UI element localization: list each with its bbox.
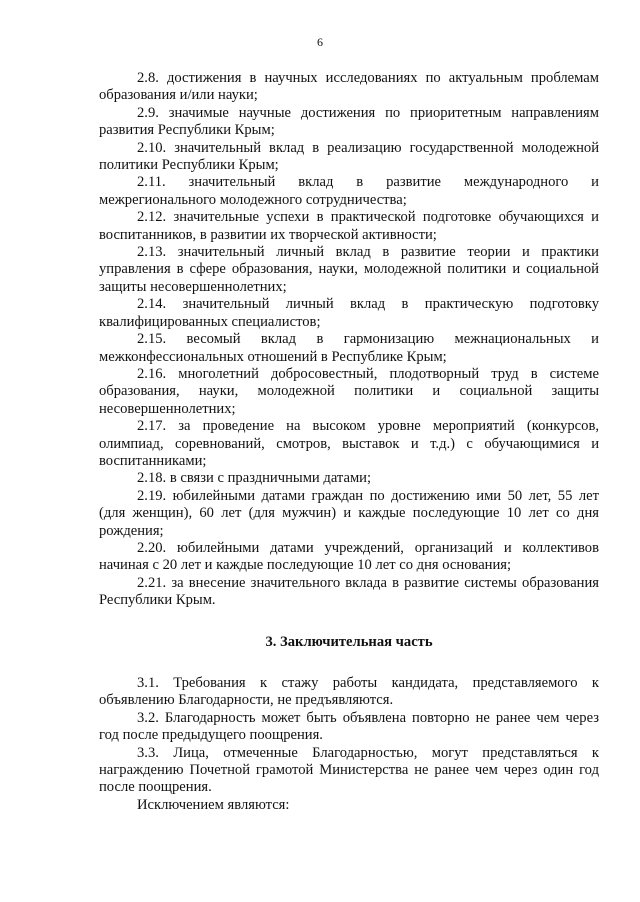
list-item-3-3: 3.3. Лица, отмеченные Благодарностью, могут представляться к награждению Почетной грамотой Министерства не ранее чем через один год после поощрения.	[99, 744, 599, 796]
list-item-2-11: 2.11. значительный вклад в развитие международного и межрегионального молодежного сотрудничества;	[99, 174, 599, 208]
list-item-2-15: 2.15. весомый вклад в гармонизацию межнациональных и межконфессиональных отношений в Республике Крым;	[99, 331, 599, 365]
exceptions-intro: Исключением являются:	[137, 796, 290, 813]
list-item-2-13: 2.13. значительный личный вклад в развитие теории и практики управления в сфере образования, науки, молодежной политики и социальной защиты несовершеннолетних;	[99, 244, 599, 295]
section-heading: 3. Заключительная часть	[265, 633, 433, 650]
list-item-2-18: 2.18. в связи с праздничными датами;	[137, 470, 372, 487]
page-number: 6	[317, 35, 323, 49]
list-item-2-19: 2.19. юбилейными датами граждан по достижению ими 50 лет, 55 лет (для женщин), 60 лет (для мужчин) и каждые последующие 10 лет со дня рождения;	[99, 487, 599, 539]
list-item-2-16: 2.16. многолетний добросовестный, плодотворный труд в системе образования, науки, молодежной политики и социальной защиты несовершеннолетних;	[99, 365, 599, 417]
list-item-3-1: 3.1. Требования к стажу работы кандидата, представляемого к объявлению Благодарности, не предъявляются.	[99, 675, 599, 709]
list-item-2-12: 2.12. значительные успехи в практической подготовке обучающихся и воспитанников, в развитии их творческой активности;	[99, 209, 599, 243]
list-item-2-9: 2.9. значимые научные достижения по приоритетным направлениям развития Республики Крым;	[99, 104, 599, 139]
document-body	[99, 70, 599, 814]
list-item-2-20: 2.20. юбилейными датами учреждений, организаций и коллективов начиная с 20 лет и каждые последующие 10 лет со дня основания;	[99, 539, 599, 574]
list-item-2-8: 2.8. достижения в научных исследованиях по актуальным проблемам образования и/или науки;	[99, 70, 599, 104]
list-item-2-17: 2.17. за проведение на высоком уровне мероприятий (конкурсов, олимпиад, соревнований, смотров, выставок и т.д.) с обучающимися и воспитанниками;	[99, 418, 599, 469]
list-item-2-21: 2.21. за внесение значительного вклада в развитие системы образования Республики Крым.	[99, 574, 599, 609]
list-item-2-10: 2.10. значительный вклад в реализацию государственной молодежной политики Республики Крым;	[99, 139, 599, 174]
list-item-3-2: 3.2. Благодарность может быть объявлена повторно не ранее чем через год после предыдущего поощрения.	[99, 709, 599, 744]
list-item-2-14: 2.14. значительный личный вклад в практическую подготовку квалифицированных специалистов;	[99, 296, 599, 330]
